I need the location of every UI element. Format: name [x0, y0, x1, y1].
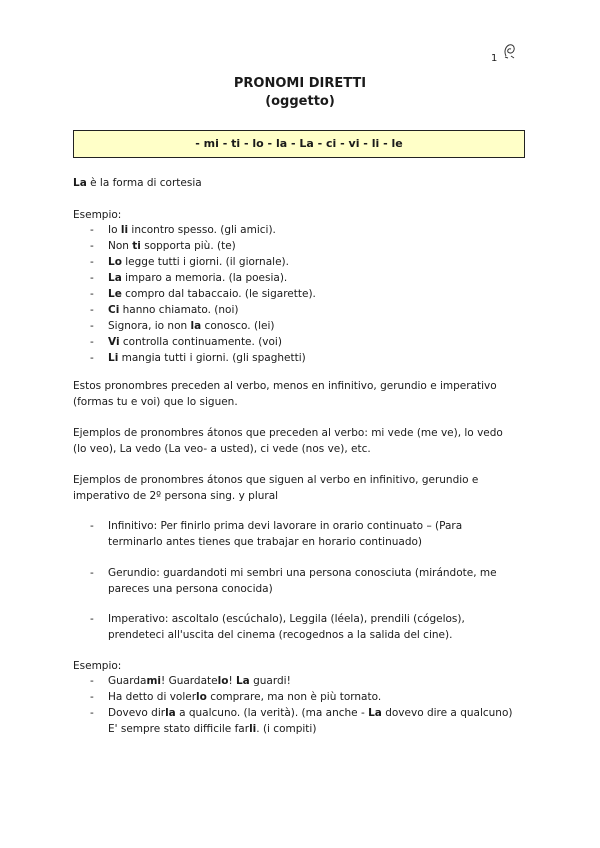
- example-label: Esempio:: [73, 660, 122, 672]
- pencil-doodle-icon: [502, 42, 518, 63]
- list-item: prendeteci all'uscita del cinema (recogednos a la salida del cine).: [108, 629, 453, 641]
- list-item: Lo legge tutti i giorni. (il giornale).: [108, 256, 289, 268]
- list-item: Infinitivo: Per finirlo prima devi lavorare in orario continuato – (Para: [108, 520, 463, 532]
- list-item: E' sempre stato difficile farli. (i compiti): [108, 723, 317, 735]
- page-subtitle: (oggetto): [265, 94, 335, 109]
- list-item: terminarlo antes tienes que trabajar en horario continuado): [108, 536, 423, 548]
- list-item: Guardami! Guardatelo! La guardi!: [108, 675, 291, 687]
- list-item: Vi controlla continuamente. (voi): [108, 336, 282, 348]
- list-item: pareces una persona conocida): [108, 583, 273, 595]
- list-item: Non ti sopporta più. (te): [108, 240, 236, 252]
- example-label: Esempio:: [73, 209, 122, 221]
- list-item: Li mangia tutti i giorni. (gli spaghetti): [108, 352, 306, 364]
- list-item: Imperativo: ascoltalo (escúchalo), Leggila (léela), prendili (cógelos),: [108, 613, 465, 625]
- list-item: La imparo a memoria. (la poesia).: [108, 272, 288, 284]
- list-item: Signora, io non la conosco. (lei): [108, 320, 275, 332]
- page-number: 1: [491, 53, 498, 64]
- page-title: PRONOMI DIRETTI: [233, 76, 367, 91]
- list-item: Io li incontro spesso. (gli amici).: [108, 224, 276, 236]
- list-item: Dovevo dirla a qualcuno. (la verità). (ma anche - La dovevo dire a qualcuno): [108, 707, 513, 719]
- list-item: Gerundio: guardandoti mi sembri una persona conosciuta (mirándote, me: [108, 567, 497, 579]
- pronoun-box: - mi - ti - lo - la - La - ci - vi - li - le: [73, 130, 525, 158]
- courtesy-note: La è la forma di cortesia: [73, 177, 202, 189]
- list-item: Le compro dal tabaccaio. (le sigarette).: [108, 288, 316, 300]
- list-item: Ci hanno chiamato. (noi): [108, 304, 239, 316]
- list-item: Ha detto di volerlo comprare, ma non è più tornato.: [108, 691, 382, 703]
